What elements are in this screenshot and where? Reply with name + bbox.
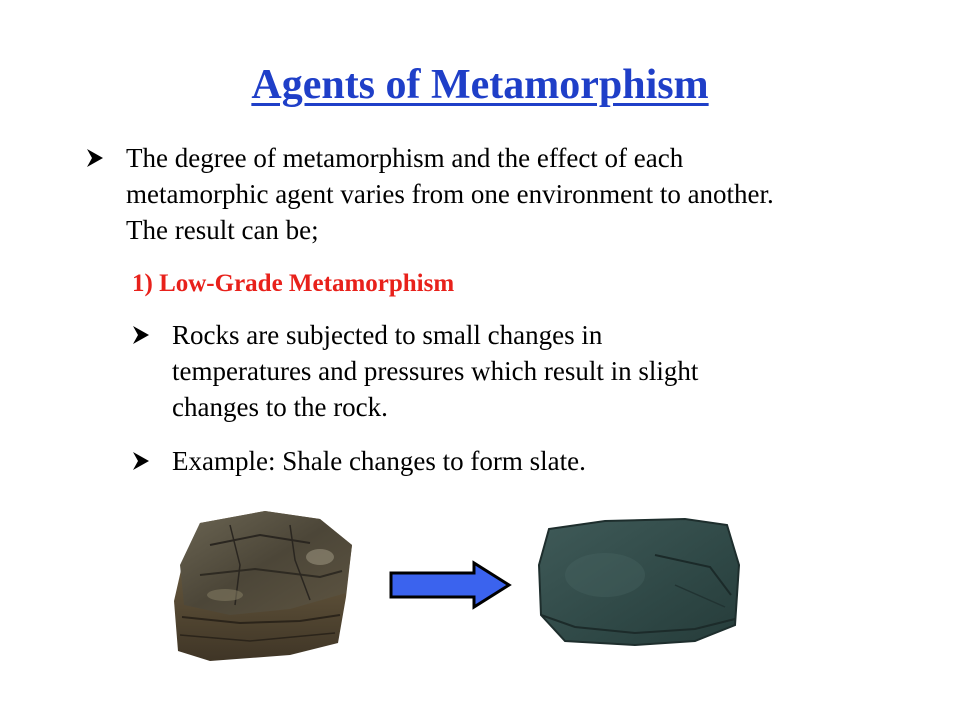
bullet-example xyxy=(132,443,742,479)
shale-rock-image xyxy=(170,505,360,665)
right-arrow-icon xyxy=(388,560,512,610)
bullet-intro xyxy=(86,140,806,248)
slide-title: Agents of Metamorphism xyxy=(251,62,709,108)
slate-rock-image xyxy=(535,515,745,650)
arrowhead-bullet-icon xyxy=(132,451,150,471)
bullet-example-text: Example: Shale changes to form slate. xyxy=(172,446,586,476)
bullet-rocks-text: Rocks are subjected to small changes in temperatures and pressures which result in slight changes to the rock. xyxy=(172,320,699,422)
bullet-rocks xyxy=(132,317,742,425)
section-heading: 1) Low-Grade Metamorphism xyxy=(132,270,455,297)
arrowhead-bullet-icon xyxy=(86,148,104,168)
bullet-intro-text: The degree of metamorphism and the effect of each metamorphic agent varies from one environment to another. The result can be; xyxy=(126,143,774,245)
arrowhead-bullet-icon xyxy=(132,325,150,345)
